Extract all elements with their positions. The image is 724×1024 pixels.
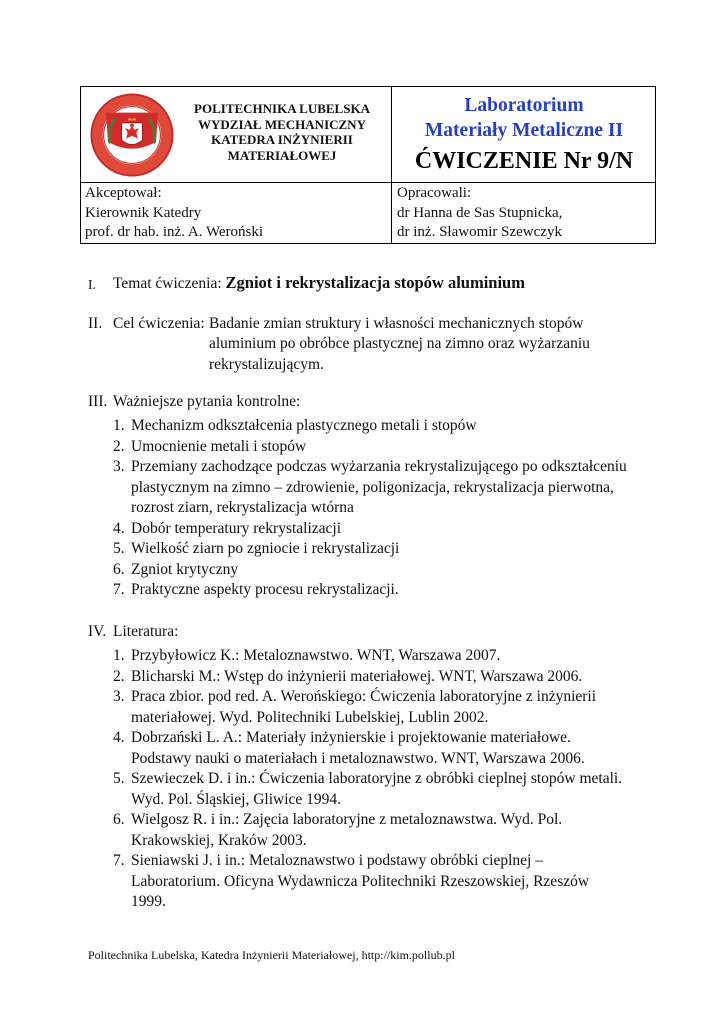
item-text: Blicharski M.: Wstęp do inżynierii materiałowej. WNT, Warszawa 2006.: [131, 667, 583, 685]
item-number: 7.: [113, 852, 125, 869]
list-item: [113, 580, 627, 601]
item-text: materiałowej. Wyd. Politechniki Lubelskiej, Lublin 2002.: [131, 708, 489, 726]
institution-line: MATERIAŁOWEJ: [227, 147, 337, 163]
item-number: 6.: [113, 560, 125, 578]
section-number: II.: [88, 315, 103, 332]
section-label: Ważniejsze pytania kontrolne:: [113, 393, 301, 410]
questions-list: [113, 416, 627, 601]
list-item: [113, 687, 622, 708]
page-footer: Politechnika Lubelska, Katedra Inżynierii Materiałowej, http://kim.pollub.pl: [88, 948, 455, 962]
section-number: III.: [88, 393, 108, 410]
item-text: Laboratorium. Oficyna Wydawnicza Politechniki Rzeszowskiej, Rzeszów: [131, 872, 590, 890]
list-item: [113, 708, 622, 729]
item-number: 5.: [113, 770, 125, 787]
item-text: Podstawy nauki o materiałach i metaloznawstwo. WNT, Warszawa 2006.: [131, 749, 585, 767]
item-text: Praktyczne aspekty procesu rekrystalizacji.: [131, 581, 399, 598]
item-text: Zgniot krytyczny: [131, 560, 239, 578]
accepted-role: Kierownik Katedry: [85, 204, 202, 221]
item-number: 2.: [113, 667, 125, 685]
header-divider-horizontal: [81, 182, 655, 183]
prepared-author: dr Hanna de Sas Stupnicka,: [397, 204, 563, 221]
item-number: [113, 498, 131, 519]
list-item: [113, 728, 622, 749]
section-number: I.: [88, 277, 96, 292]
item-text: Przemiany zachodzące podczas wyżarzania rekrystalizującego po odkształceniu: [131, 458, 627, 475]
item-text: rozrost ziarn, rekrystalizacja wtórna: [131, 499, 354, 516]
list-item: [113, 457, 627, 478]
item-text: Mechanizm odkształcenia plastycznego metali i stopów: [131, 417, 477, 434]
item-text: Praca zbior. pod red. A. Werońskiego: Ćwiczenia laboratoryjne z inżynierii: [131, 688, 597, 705]
item-text: 1999.: [131, 893, 166, 910]
item-text: Przybyłowicz K.: Metaloznawstwo. WNT, Warszawa 2007.: [131, 647, 501, 664]
literature-list: [113, 646, 622, 913]
list-item: [113, 667, 622, 688]
item-number: 1.: [113, 647, 125, 664]
section-number: IV.: [88, 623, 107, 640]
header-divider-vertical: [391, 87, 392, 243]
institution-line: WYDZIAŁ MECHANICZNY: [198, 116, 366, 132]
list-item: [113, 851, 622, 872]
list-item: [113, 498, 627, 519]
list-item: [113, 539, 627, 560]
item-number: [113, 872, 131, 893]
item-number: 2.: [113, 437, 125, 455]
list-item: [113, 892, 622, 913]
item-text: plastycznym na zimno – zdrowienie, poligonizacja, rekrystalizacja pierwotna,: [131, 478, 614, 496]
accepted-label: Akceptował:: [85, 185, 162, 201]
list-item: [113, 872, 622, 893]
list-item: [113, 749, 622, 770]
item-number: 4.: [113, 519, 125, 537]
goal-text: [209, 314, 583, 335]
item-number: [113, 831, 131, 852]
section-topic: [113, 273, 525, 295]
item-number: [113, 749, 131, 770]
item-text: Krakowskiej, Kraków 2003.: [131, 831, 307, 849]
list-item: [113, 831, 622, 852]
list-item: [113, 769, 622, 790]
list-item: [113, 519, 627, 540]
item-text: Umocnienie metali i stopów: [131, 437, 307, 455]
item-text: Dobór temperatury rekrystalizacji: [131, 519, 342, 537]
item-text: Wyd. Pol. Śląskiej, Gliwice 1994.: [131, 790, 342, 808]
goal-line: rekrystalizującym.: [209, 355, 324, 373]
item-number: 3.: [113, 688, 125, 705]
item-number: 7.: [113, 581, 125, 598]
list-item: [113, 416, 627, 437]
accepted-name: prof. dr hab. inż. A. Weroński: [85, 224, 264, 240]
item-text: Szewieczek D. i in.: Ćwiczenia laboratoryjne z obróbki cieplnej stopów metali.: [131, 770, 623, 787]
item-number: 4.: [113, 729, 125, 746]
item-text: Sieniawski J. i in.: Metaloznawstwo i podstawy obróbki cieplnej –: [131, 852, 543, 869]
institution-line: KATEDRA INŻYNIERII: [211, 132, 353, 147]
prepared-label: Opracowali:: [397, 185, 472, 201]
item-number: [113, 892, 131, 913]
prepared-by-cell: [397, 184, 562, 243]
item-number: [113, 478, 131, 499]
item-number: 3.: [113, 458, 125, 475]
list-item: [113, 437, 627, 458]
goal-text: [209, 334, 590, 375]
item-number: 1.: [113, 417, 125, 434]
lab-title: Laboratorium: [464, 95, 584, 116]
university-logo: [88, 92, 176, 178]
item-number: 5.: [113, 540, 125, 557]
item-text: Wielgosz R. i in.: Zajęcia laboratoryjne z metaloznawstwa. Wyd. Pol.: [131, 811, 563, 828]
item-number: [113, 708, 131, 729]
goal-line: aluminium po obróbce plastycznej na zimno oraz wyżarzaniu: [209, 335, 590, 352]
section-label: Temat ćwiczenia:: [113, 275, 222, 292]
lab-subject: Materiały Metaliczne II: [424, 120, 624, 141]
topic-title: Zgniot i rekrystalizacja stopów aluminium: [225, 273, 525, 292]
list-item: [113, 478, 627, 499]
section-label: Literatura:: [113, 623, 179, 640]
header-table: [80, 86, 656, 244]
accepted-by-cell: [85, 184, 263, 243]
lab-title-block: [393, 93, 655, 178]
list-item: [113, 646, 622, 667]
item-number: 6.: [113, 811, 125, 828]
goal-line: Badanie zmian struktury i własności mechanicznych stopów: [209, 315, 584, 332]
item-text: Wielkość ziarn po zgniocie i rekrystalizacji: [131, 540, 400, 557]
list-item: [113, 560, 627, 581]
prepared-author: dr inż. Sławomir Szewczyk: [397, 224, 562, 240]
institution-line: POLITECHNIKA LUBELSKA: [194, 101, 370, 116]
list-item: [113, 810, 622, 831]
institution-name: [179, 101, 385, 163]
list-item: [113, 790, 622, 811]
item-text: Dobrzański L. A.: Materiały inżynierskie i projektowanie materiałowe.: [131, 729, 571, 746]
exercise-number: ĆWICZENIE Nr 9/N: [414, 148, 634, 174]
section-label: Cel ćwiczenia:: [113, 315, 205, 332]
item-number: [113, 790, 131, 811]
